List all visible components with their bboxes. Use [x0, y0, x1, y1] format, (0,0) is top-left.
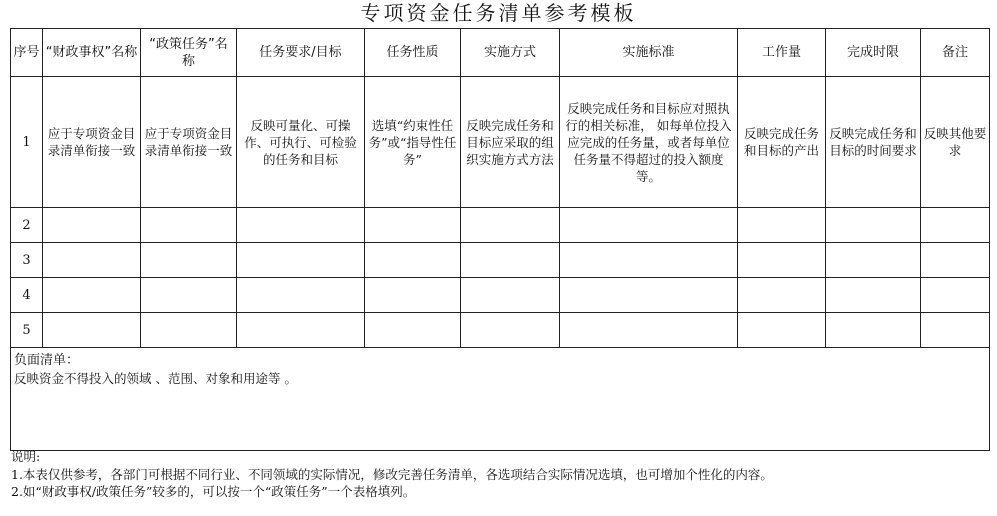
cell-standard[interactable]	[560, 243, 738, 278]
row-number: 1	[11, 77, 43, 208]
cell-standard[interactable]	[560, 278, 738, 313]
header-fin-auth: “财政事权”名称	[43, 29, 141, 77]
cell-workload: 反映完成任务和目标的产出	[738, 77, 826, 208]
negative-list-row	[11, 348, 990, 451]
cell-standard: 反映完成任务和目标应对照执行的相关标准， 如每单位投入应完成的任务量，或者每单位任务量不得超过的投入额度等。	[560, 77, 738, 208]
cell-remark[interactable]	[921, 243, 990, 278]
cell-workload[interactable]	[738, 208, 826, 243]
cell-nature[interactable]	[365, 313, 461, 348]
cell-policy[interactable]	[141, 278, 237, 313]
row-number: 5	[11, 313, 43, 348]
negative-list-content: 反映资金不得投入的领域 、范围、对象和用途等 。	[14, 371, 297, 386]
header-workload: 工作量	[738, 29, 826, 77]
header-policy: “政策任务”名称	[141, 29, 237, 77]
cell-deadline: 反映完成任务和目标的时间要求	[826, 77, 921, 208]
cell-workload[interactable]	[738, 313, 826, 348]
table-row	[11, 313, 990, 348]
cell-fin-auth[interactable]	[43, 313, 141, 348]
header-method: 实施方式	[461, 29, 560, 77]
cell-req[interactable]	[237, 313, 365, 348]
cell-nature: 选填“约束性任务”或“指导性任务”	[365, 77, 461, 208]
cell-nature[interactable]	[365, 278, 461, 313]
cell-policy: 应于专项资金目录清单衔接一致	[141, 77, 237, 208]
row-number: 4	[11, 278, 43, 313]
cell-method: 反映完成任务和目标应采取的组织实施方式方法	[461, 77, 560, 208]
task-list-table	[10, 28, 990, 451]
cell-fin-auth[interactable]	[43, 208, 141, 243]
cell-workload[interactable]	[738, 278, 826, 313]
cell-deadline[interactable]	[826, 313, 921, 348]
table-row	[11, 243, 990, 278]
cell-standard[interactable]	[560, 208, 738, 243]
cell-req[interactable]	[237, 243, 365, 278]
table-row	[11, 77, 990, 208]
row-number: 3	[11, 243, 43, 278]
cell-nature[interactable]	[365, 243, 461, 278]
cell-workload[interactable]	[738, 243, 826, 278]
cell-nature[interactable]	[365, 208, 461, 243]
table-header-row	[11, 29, 990, 77]
cell-policy[interactable]	[141, 243, 237, 278]
cell-standard[interactable]	[560, 313, 738, 348]
negative-list-cell[interactable]	[11, 348, 990, 451]
table-row	[11, 208, 990, 243]
header-nature: 任务性质	[365, 29, 461, 77]
note-item: 2.如“财政事权/政策任务”较多的，可以按一个“政策任务”一个表格填列。	[11, 484, 416, 499]
header-deadline: 完成时限	[826, 29, 921, 77]
header-seq: 序号	[11, 29, 43, 77]
cell-method[interactable]	[461, 278, 560, 313]
cell-method[interactable]	[461, 243, 560, 278]
cell-policy[interactable]	[141, 313, 237, 348]
cell-remark: 反映其他要求	[921, 77, 990, 208]
cell-req[interactable]	[237, 278, 365, 313]
cell-remark[interactable]	[921, 278, 990, 313]
cell-deadline[interactable]	[826, 208, 921, 243]
cell-method[interactable]	[461, 313, 560, 348]
cell-deadline[interactable]	[826, 243, 921, 278]
cell-policy[interactable]	[141, 208, 237, 243]
notes-heading: 说明:	[11, 449, 41, 464]
header-standard: 实施标准	[560, 29, 738, 77]
cell-remark[interactable]	[921, 313, 990, 348]
page-title: 专项资金任务清单参考模板	[360, 1, 637, 25]
cell-req: 反映可量化、可操作、可执行、可检验的任务和目标	[237, 77, 365, 208]
notes-section	[11, 448, 773, 501]
cell-fin-auth[interactable]	[43, 243, 141, 278]
row-number: 2	[11, 208, 43, 243]
negative-list-title: 负面清单：	[14, 353, 80, 368]
cell-deadline[interactable]	[826, 278, 921, 313]
cell-fin-auth: 应于专项资金目录清单衔接一致	[43, 77, 141, 208]
cell-method[interactable]	[461, 208, 560, 243]
header-req: 任务要求/目标	[237, 29, 365, 77]
cell-remark[interactable]	[921, 208, 990, 243]
cell-req[interactable]	[237, 208, 365, 243]
table-row	[11, 278, 990, 313]
header-remark: 备注	[921, 29, 990, 77]
cell-fin-auth[interactable]	[43, 278, 141, 313]
note-item: 1.本表仅供参考，各部门可根据不同行业、不同领域的实际情况，修改完善任务清单，各选项结合实际情况选填，也可增加个性化的内容。	[11, 466, 773, 482]
